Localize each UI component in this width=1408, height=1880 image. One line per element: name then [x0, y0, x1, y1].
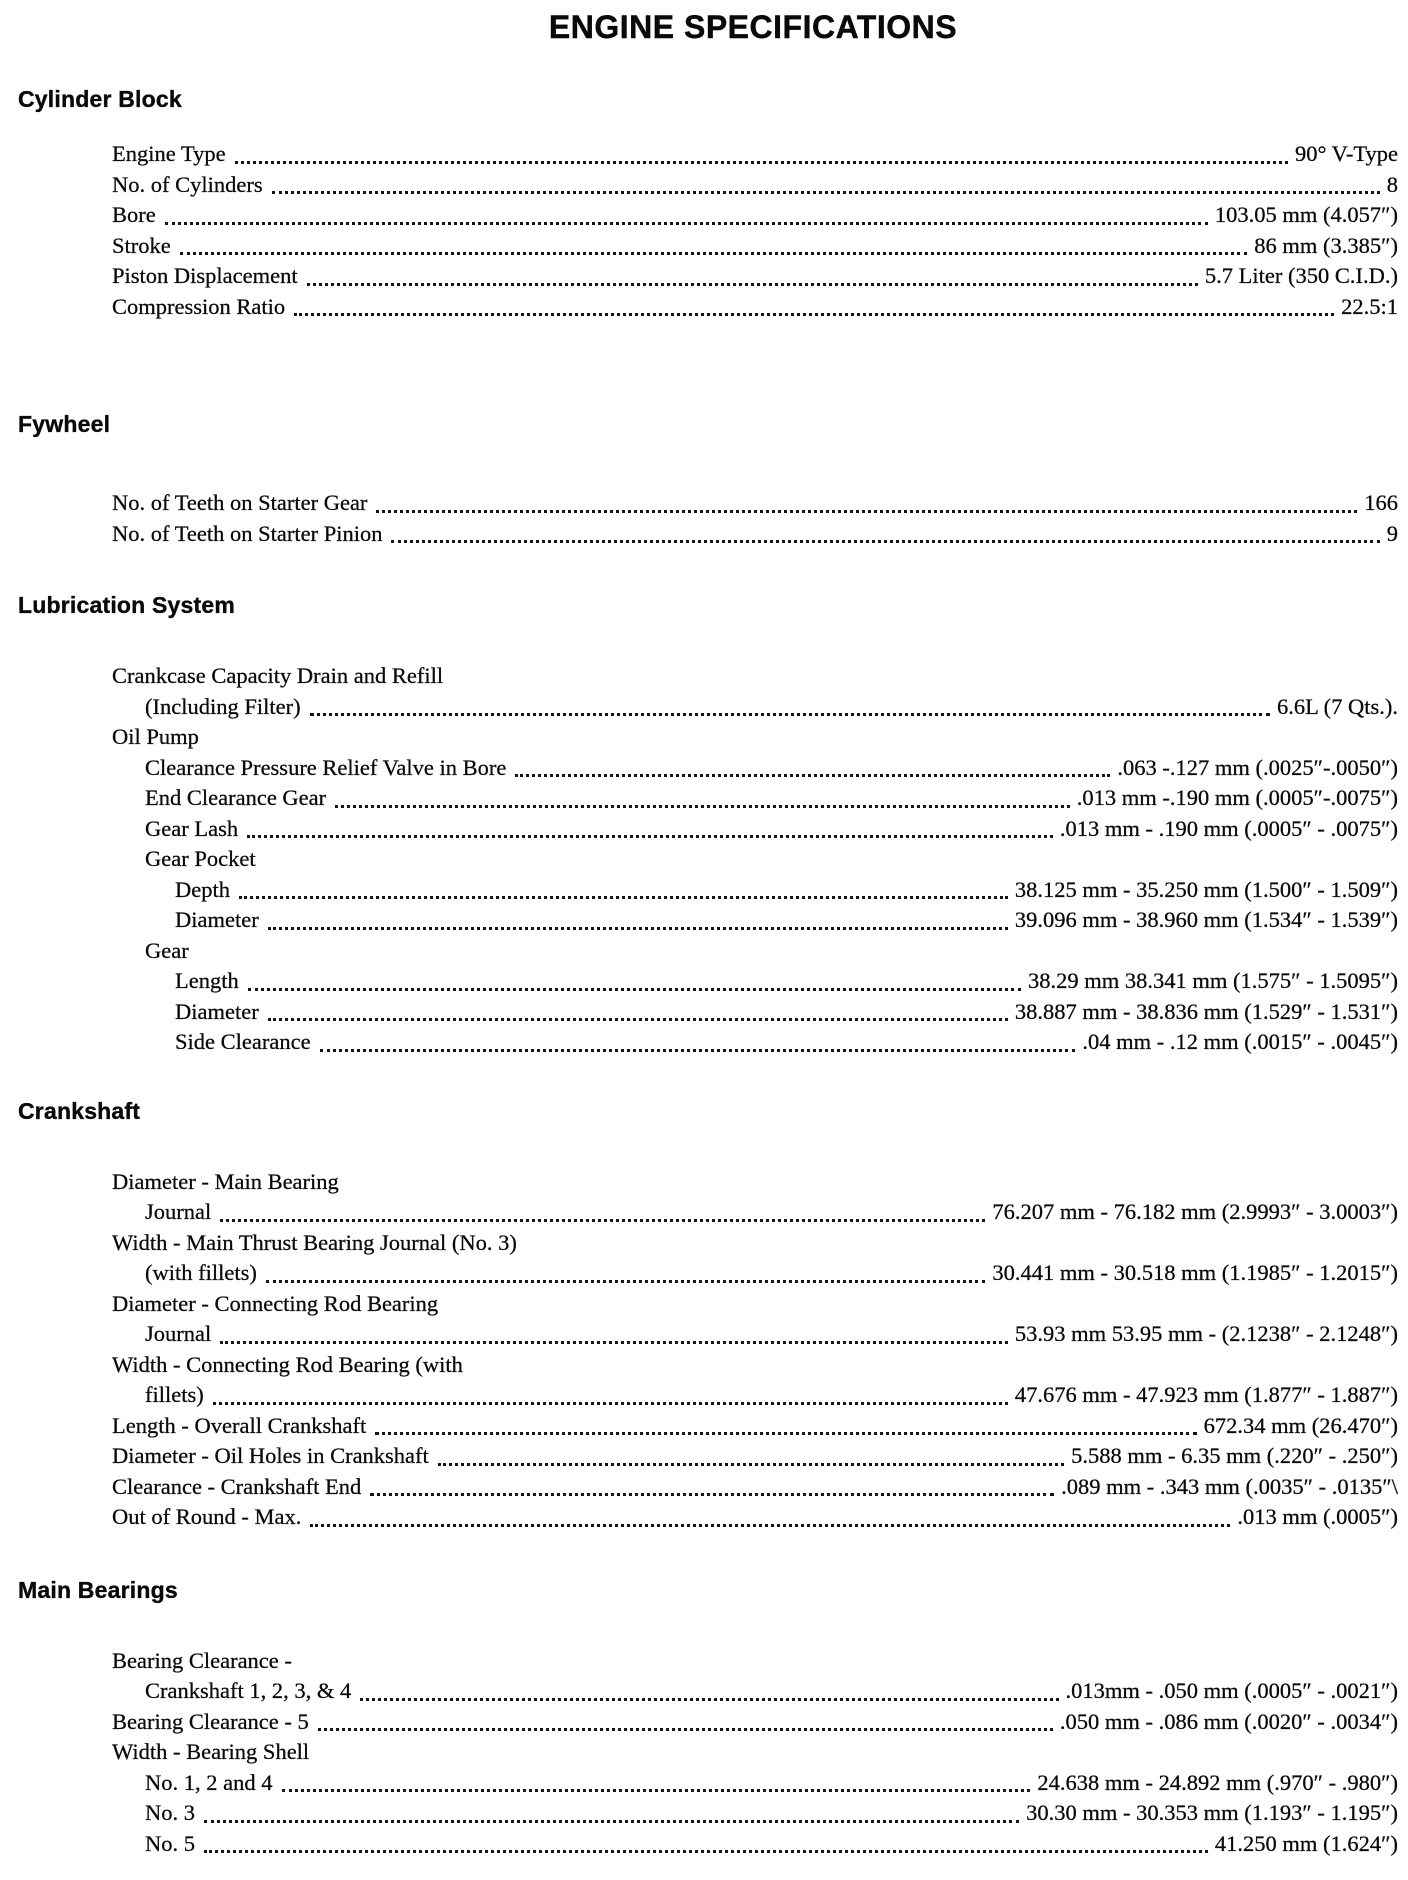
spec-rows — [18, 1646, 1398, 1860]
spec-value: .013 mm - .190 mm (.0005″ - .0075″) — [1059, 815, 1398, 841]
spec-row — [18, 783, 1398, 814]
spec-value: 24.638 mm - 24.892 mm (.970″ - .980″) — [1037, 1769, 1398, 1795]
dotted-leader — [235, 161, 1288, 164]
spec-label: Gear Pocket — [145, 846, 256, 871]
spec-row — [18, 661, 1398, 692]
spec-value: 8 — [1386, 171, 1398, 197]
dotted-leader — [180, 252, 1248, 255]
spec-row — [18, 1737, 1398, 1768]
spec-row — [18, 1027, 1398, 1058]
spec-value: 53.93 mm 53.95 mm - (2.1238″ - 2.1248″) — [1014, 1321, 1398, 1346]
spec-rows — [18, 488, 1398, 549]
spec-row — [18, 1707, 1398, 1738]
spec-row — [18, 1502, 1398, 1533]
section-heading: Cylinder Block — [18, 86, 182, 112]
spec-label: Gear Lash — [145, 815, 239, 841]
dotted-leader — [310, 713, 1270, 716]
spec-row — [18, 1228, 1398, 1259]
spec-value: 30.30 mm - 30.353 mm (1.193″ - 1.195″) — [1026, 1800, 1398, 1825]
spec-value: 41.250 mm (1.624″) — [1214, 1830, 1398, 1856]
spec-label: Crankshaft 1, 2, 3, & 4 — [145, 1678, 352, 1703]
spec-label: End Clearance Gear — [145, 785, 327, 810]
spec-label: Bearing Clearance - — [112, 1647, 292, 1673]
spec-value: .050 mm - .086 mm (.0020″ - .0034″) — [1059, 1708, 1398, 1734]
spec-row — [18, 519, 1398, 550]
spec-row — [18, 1380, 1398, 1411]
dotted-leader — [268, 1018, 1008, 1021]
spec-label: Out of Round - Max. — [112, 1504, 302, 1529]
spec-value: 86 mm (3.385″) — [1254, 232, 1398, 258]
spec-row — [18, 966, 1398, 997]
dotted-leader — [318, 1728, 1053, 1731]
section-heading: Main Bearings — [18, 1576, 178, 1603]
dotted-leader — [370, 1493, 1054, 1496]
dotted-leader — [282, 1789, 1031, 1792]
spec-row — [18, 1768, 1398, 1799]
spec-value: .013 mm -.190 mm (.0005″-.0075″) — [1076, 785, 1398, 810]
dotted-leader — [391, 540, 1379, 543]
spec-label: Diameter - Main Bearing — [112, 1168, 339, 1194]
dotted-leader — [220, 1219, 985, 1222]
spec-row — [18, 814, 1398, 845]
spec-row — [18, 1411, 1398, 1442]
spec-section — [18, 1577, 1398, 1860]
spec-label: No. 3 — [145, 1800, 195, 1825]
section-heading: Crankshaft — [18, 1097, 141, 1124]
dotted-leader — [204, 1850, 1208, 1853]
spec-label: (Including Filter) — [145, 693, 301, 719]
spec-value: .04 mm - .12 mm (.0015″ - .0045″) — [1082, 1029, 1398, 1054]
spec-row — [18, 1472, 1398, 1503]
spec-label: Journal — [145, 1321, 212, 1346]
dotted-leader — [320, 1049, 1076, 1052]
spec-value: 6.6L (7 Qts.). — [1276, 693, 1398, 719]
spec-label: Engine Type — [112, 141, 226, 166]
spec-value: 166 — [1364, 490, 1398, 515]
spec-label: No. 1, 2 and 4 — [145, 1769, 273, 1795]
spec-label: Diameter — [175, 907, 259, 932]
spec-row — [18, 1350, 1398, 1381]
dotted-leader — [239, 896, 1008, 899]
spec-label: Side Clearance — [175, 1029, 311, 1054]
spec-label: No. of Teeth on Starter Gear — [112, 490, 368, 515]
spec-label: (with fillets) — [145, 1260, 257, 1285]
dotted-leader — [272, 191, 1380, 194]
spec-rows — [18, 661, 1398, 1058]
spec-row — [18, 1289, 1398, 1320]
spec-value: 5.7 Liter (350 C.I.D.) — [1204, 263, 1398, 288]
spec-section — [18, 411, 1398, 549]
spec-label: Bearing Clearance - 5 — [112, 1708, 309, 1734]
spec-section — [18, 1098, 1398, 1533]
spec-label: No. of Teeth on Starter Pinion — [112, 520, 383, 546]
dotted-leader — [375, 1432, 1196, 1435]
spec-section — [18, 592, 1398, 1058]
spec-label: Crankcase Capacity Drain and Refill — [112, 663, 444, 688]
dotted-leader — [220, 1341, 1008, 1344]
section-heading: Fywheel — [18, 411, 111, 437]
spec-row — [18, 231, 1398, 262]
spec-value: 38.125 mm - 35.250 mm (1.500″ - 1.509″) — [1014, 876, 1398, 902]
spec-label: Diameter - Connecting Rod Bearing — [112, 1290, 439, 1316]
spec-value: .063 -.127 mm (.0025″-.0050″) — [1117, 754, 1398, 780]
spec-row — [18, 261, 1398, 292]
spec-value: 76.207 mm - 76.182 mm (2.9993″ - 3.0003″) — [992, 1199, 1398, 1224]
spec-row — [18, 753, 1398, 784]
section-heading: Lubrication System — [18, 592, 236, 618]
spec-row — [18, 1798, 1398, 1829]
spec-label: Oil Pump — [112, 724, 199, 749]
spec-row — [18, 936, 1398, 967]
spec-label: Length - Overall Crankshaft — [112, 1412, 367, 1438]
dotted-leader — [266, 1280, 986, 1283]
spec-value: 9 — [1386, 520, 1398, 546]
spec-row — [18, 1646, 1398, 1677]
spec-rows — [18, 139, 1398, 322]
spec-row — [18, 139, 1398, 170]
spec-row — [18, 997, 1398, 1028]
spec-label: Width - Connecting Rod Bearing (with — [112, 1351, 463, 1377]
dotted-leader — [515, 774, 1110, 777]
spec-row — [18, 905, 1398, 936]
spec-row — [18, 1197, 1398, 1228]
spec-row — [18, 292, 1398, 323]
spec-row — [18, 1167, 1398, 1198]
spec-sections — [18, 86, 1398, 1859]
spec-label: Depth — [175, 876, 230, 902]
spec-value: .013 mm (.0005″) — [1237, 1504, 1398, 1529]
spec-row — [18, 1676, 1398, 1707]
spec-section — [18, 86, 1398, 322]
spec-value: 22.5:1 — [1341, 293, 1398, 319]
dotted-leader — [294, 313, 1334, 316]
dotted-leader — [438, 1463, 1064, 1466]
dotted-leader — [307, 283, 1198, 286]
spec-value: 103.05 mm (4.057″) — [1214, 202, 1398, 227]
spec-label: Piston Displacement — [112, 263, 298, 288]
spec-row — [18, 692, 1398, 723]
dotted-leader — [360, 1698, 1058, 1701]
spec-label: Width - Bearing Shell — [112, 1739, 310, 1764]
spec-label: No. of Cylinders — [112, 171, 263, 197]
spec-label: Diameter - Oil Holes in Crankshaft — [112, 1443, 429, 1468]
spec-row — [18, 875, 1398, 906]
spec-label: No. 5 — [145, 1830, 195, 1856]
spec-label: Stroke — [112, 232, 171, 258]
dotted-leader — [165, 222, 1208, 225]
spec-label: Clearance - Crankshaft End — [112, 1473, 362, 1499]
dotted-leader — [310, 1524, 1230, 1527]
spec-row — [18, 1829, 1398, 1860]
spec-label: Clearance Pressure Relief Valve in Bore — [145, 754, 507, 780]
dotted-leader — [248, 988, 1021, 991]
spec-row — [18, 488, 1398, 519]
spec-value: .089 mm - .343 mm (.0035″ - .0135″\ — [1061, 1473, 1398, 1499]
spec-label: Diameter — [175, 998, 259, 1024]
spec-value: 5.588 mm - 6.35 mm (.220″ - .250″) — [1071, 1443, 1398, 1468]
spec-row — [18, 844, 1398, 875]
spec-rows — [18, 1167, 1398, 1533]
spec-value: 38.29 mm 38.341 mm (1.575″ - 1.5095″) — [1028, 968, 1398, 993]
spec-label: Length — [175, 968, 239, 993]
spec-value: 90° V-Type — [1294, 141, 1398, 166]
dotted-leader — [335, 805, 1070, 808]
spec-row — [18, 722, 1398, 753]
spec-value: 38.887 mm - 38.836 mm (1.529″ - 1.531″) — [1014, 998, 1398, 1024]
dotted-leader — [204, 1820, 1019, 1823]
spec-row — [18, 1319, 1398, 1350]
spec-row — [18, 1258, 1398, 1289]
dotted-leader — [247, 835, 1053, 838]
spec-row — [18, 1441, 1398, 1472]
spec-value: 39.096 mm - 38.960 mm (1.534″ - 1.539″) — [1014, 907, 1398, 932]
spec-row — [18, 200, 1398, 231]
spec-label: Width - Main Thrust Bearing Journal (No. 3) — [112, 1229, 517, 1255]
dotted-leader — [213, 1402, 1008, 1405]
spec-value: .013mm - .050 mm (.0005″ - .0021″) — [1065, 1678, 1398, 1703]
spec-row — [18, 170, 1398, 201]
spec-label: Bore — [112, 202, 156, 227]
spec-value: 30.441 mm - 30.518 mm (1.1985″ - 1.2015″) — [992, 1260, 1398, 1285]
spec-label: Journal — [145, 1199, 212, 1224]
spec-value: 47.676 mm - 47.923 mm (1.877″ - 1.887″) — [1014, 1382, 1398, 1407]
spec-label: Compression Ratio — [112, 293, 286, 319]
dotted-leader — [376, 510, 1357, 513]
spec-label: fillets) — [145, 1382, 204, 1407]
spec-value: 672.34 mm (26.470″) — [1203, 1412, 1398, 1438]
page-title: ENGINE SPECIFICATIONS — [548, 9, 958, 45]
spec-label: Gear — [145, 937, 189, 963]
dotted-leader — [268, 927, 1008, 930]
